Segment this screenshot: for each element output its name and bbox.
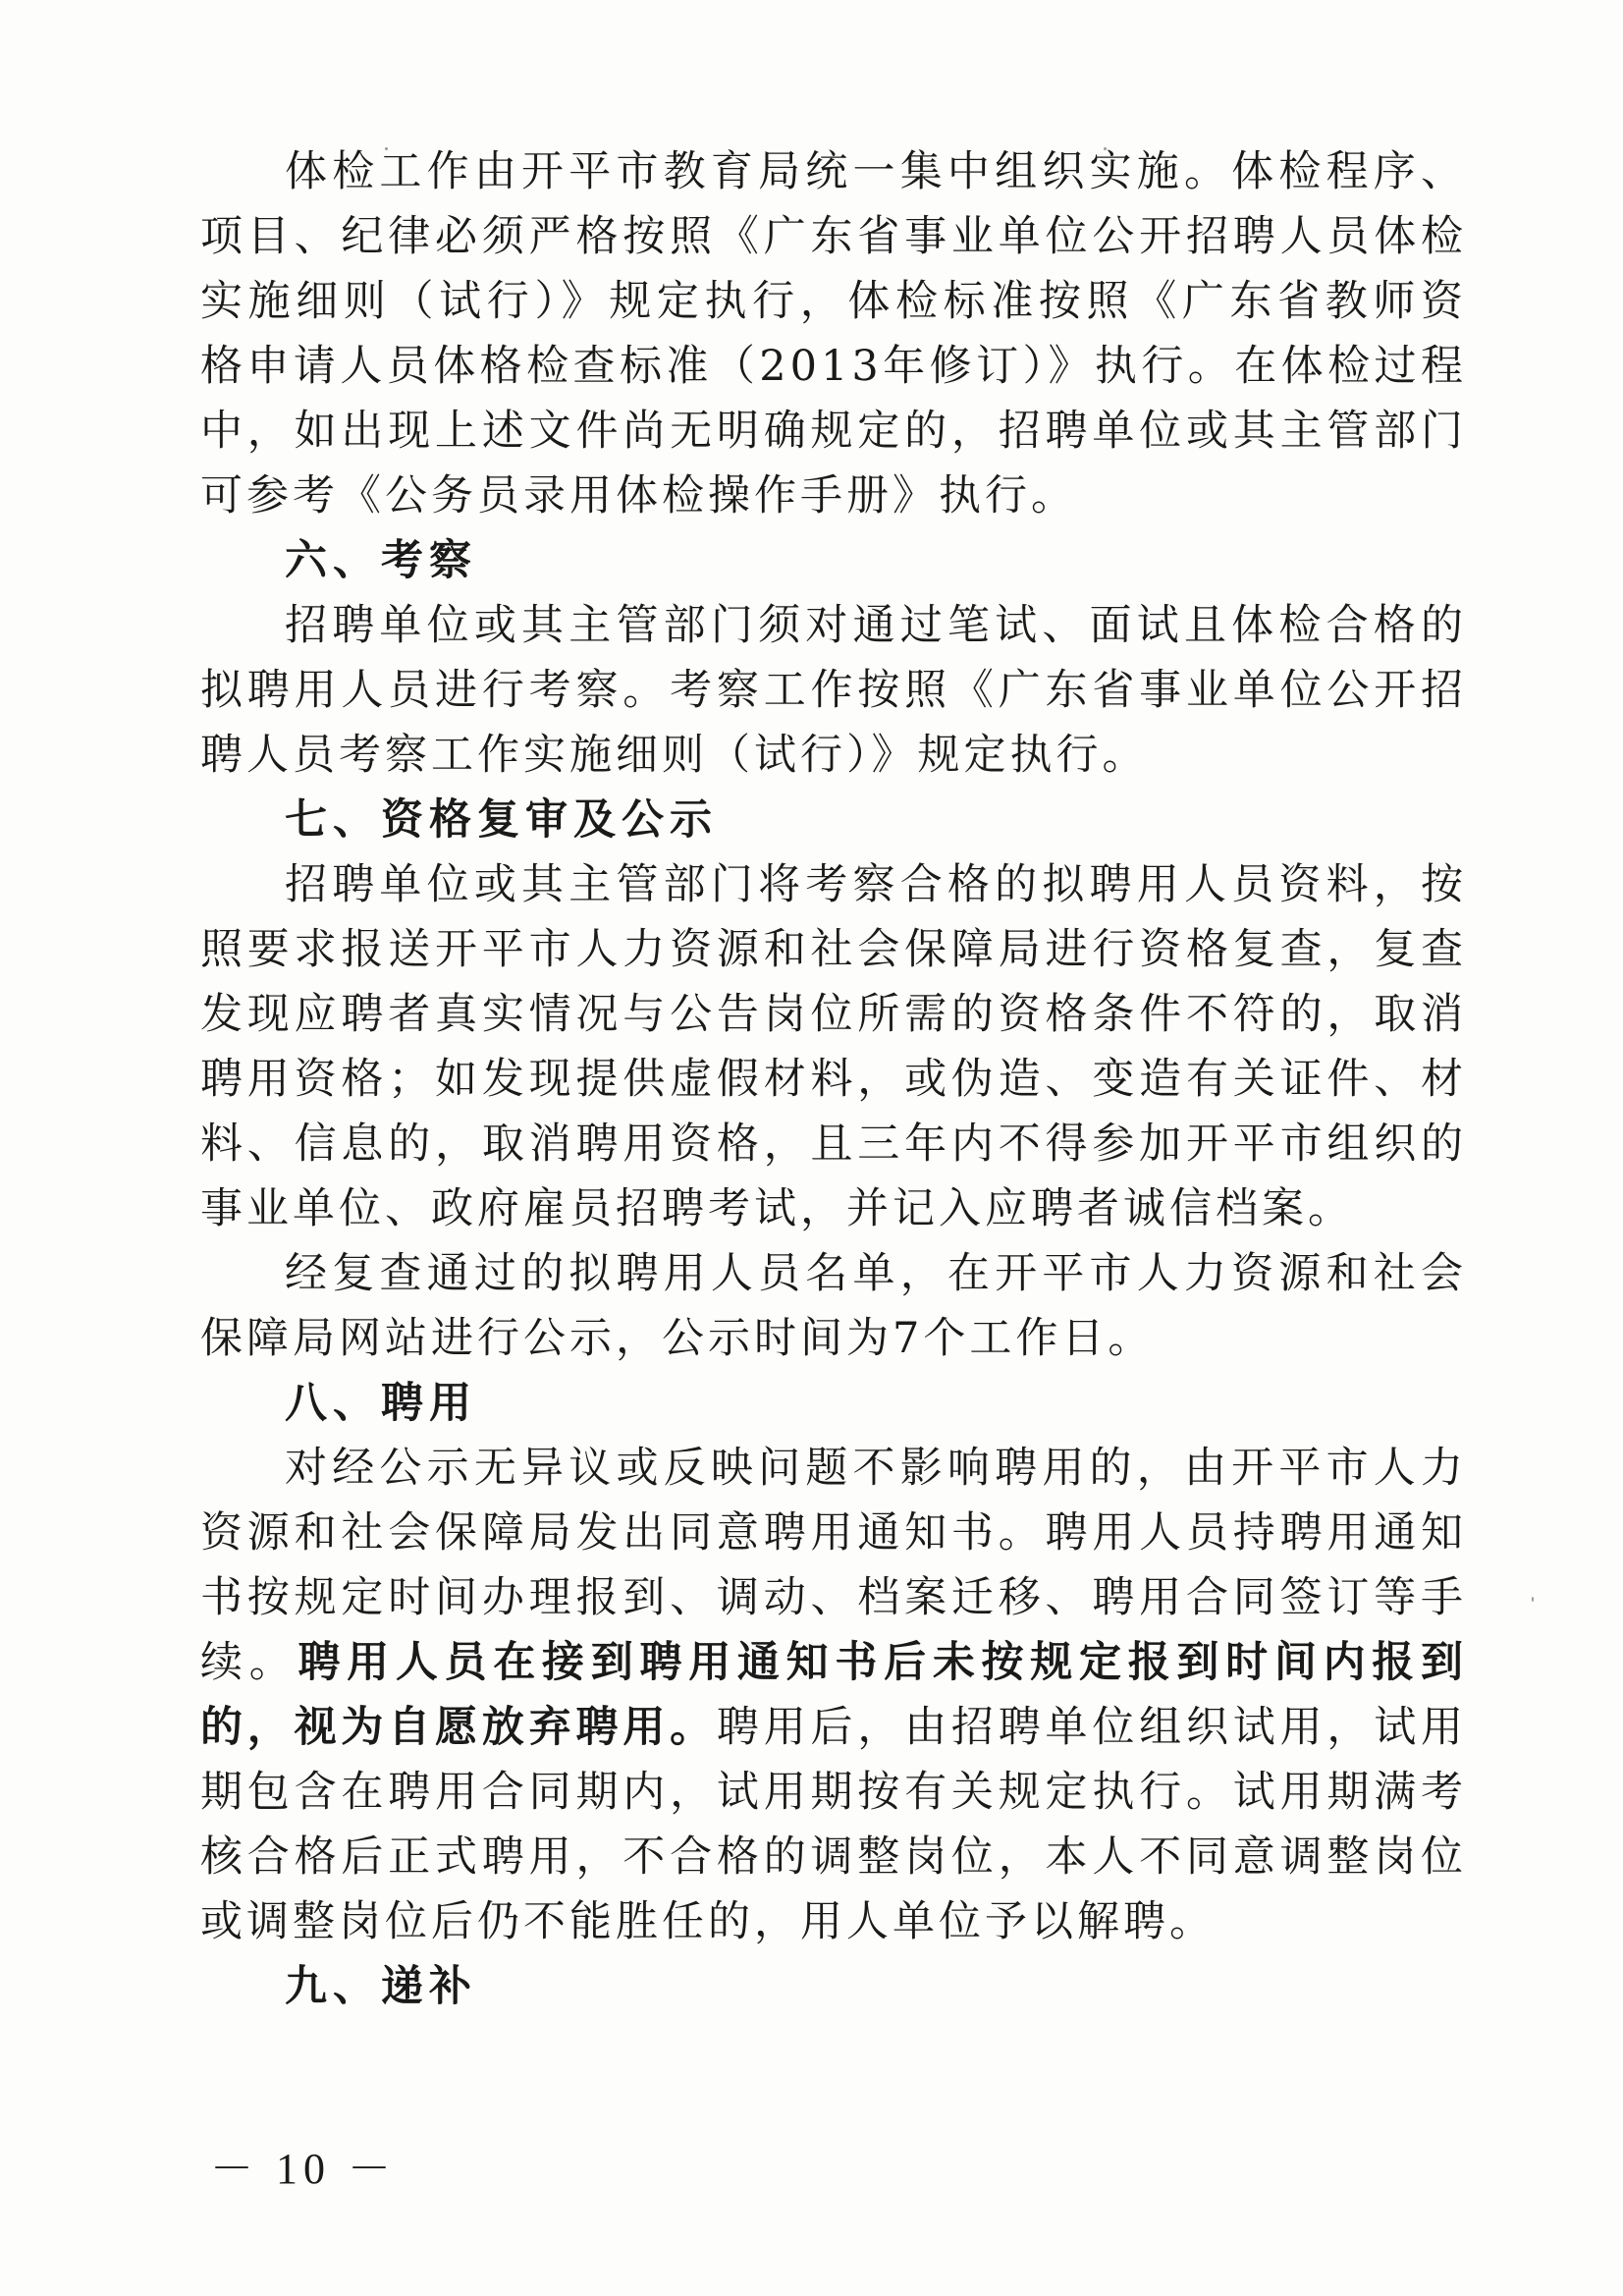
- page-number: － 10 －: [210, 2145, 397, 2193]
- scan-speck: [1532, 1597, 1534, 1602]
- paragraph-physical-exam: 体检工作由开平市教育局统一集中组织实施。体检程序、项目、纪律必须严格按照《广东省事业单位公开招聘人员体检实施细则（试行）》规定执行，体检标准按照《广东省教师资格申请人员体格检查标准（2013年修订）》执行。在体检过程中，如出现上述文件尚无明确规定的，招聘单位或其主管部门可参考《公务员录用体检操作手册》执行。: [200, 147, 1467, 520]
- paragraph-employment: [200, 1436, 1467, 1954]
- section-heading-inspection: 六、考察: [285, 536, 477, 585]
- paragraph-qualification-review: 招聘单位或其主管部门将考察合格的拟聘用人员资料，按照要求报送开平市人力资源和社会保障局进行资格复查，复查发现应聘者真实情况与公告岗位所需的资格条件不符的，取消聘用资格；如发现提供虚假材料，或伪造、变造有关证件、材料、信息的，取消聘用资格，且三年内不得参加开平市组织的事业单位、政府雇员招聘考试，并记入应聘者诚信档案。: [200, 860, 1467, 1233]
- section-heading-replacement: 九、递补: [285, 1962, 477, 2011]
- employment-text-part-1: 对经公示无异议或反映问题不影响聘用的，由开平市人力资源和社会保障局发出同意聘用通知书。聘用人员持聘用通知书按规定时间办理报到、调动、档案迁移、聘用合同签订等手续。: [200, 1444, 1467, 1687]
- section-heading-employment: 八、聘用: [285, 1379, 477, 1428]
- paragraph-public-notice: 经复查通过的拟聘用人员名单，在开平市人力资源和社会保障局网站进行公示，公示时间为7个工作日。: [200, 1249, 1467, 1363]
- paragraph-inspection: 招聘单位或其主管部门须对通过笔试、面试且体检合格的拟聘用人员进行考察。考察工作按照《广东省事业单位公开招聘人员考察工作实施细则（试行）》规定执行。: [200, 601, 1467, 780]
- employment-bold-warning: 聘用人员在接到聘用通知书后未按规定报到时间内报到的，视为自愿放弃聘用。: [200, 1638, 1468, 1752]
- employment-text-part-2: 聘用后，由招聘单位组织试用，试用期包含在聘用合同期内，试用期按有关规定执行。试用期满考核合格后正式聘用，不合格的调整岗位，本人不同意调整岗位或调整岗位后仍不能胜任的，用人单位予以解聘。: [200, 1703, 1468, 1946]
- section-heading-qualification-review: 七、资格复审及公示: [285, 795, 718, 845]
- document-body: [200, 139, 1467, 2019]
